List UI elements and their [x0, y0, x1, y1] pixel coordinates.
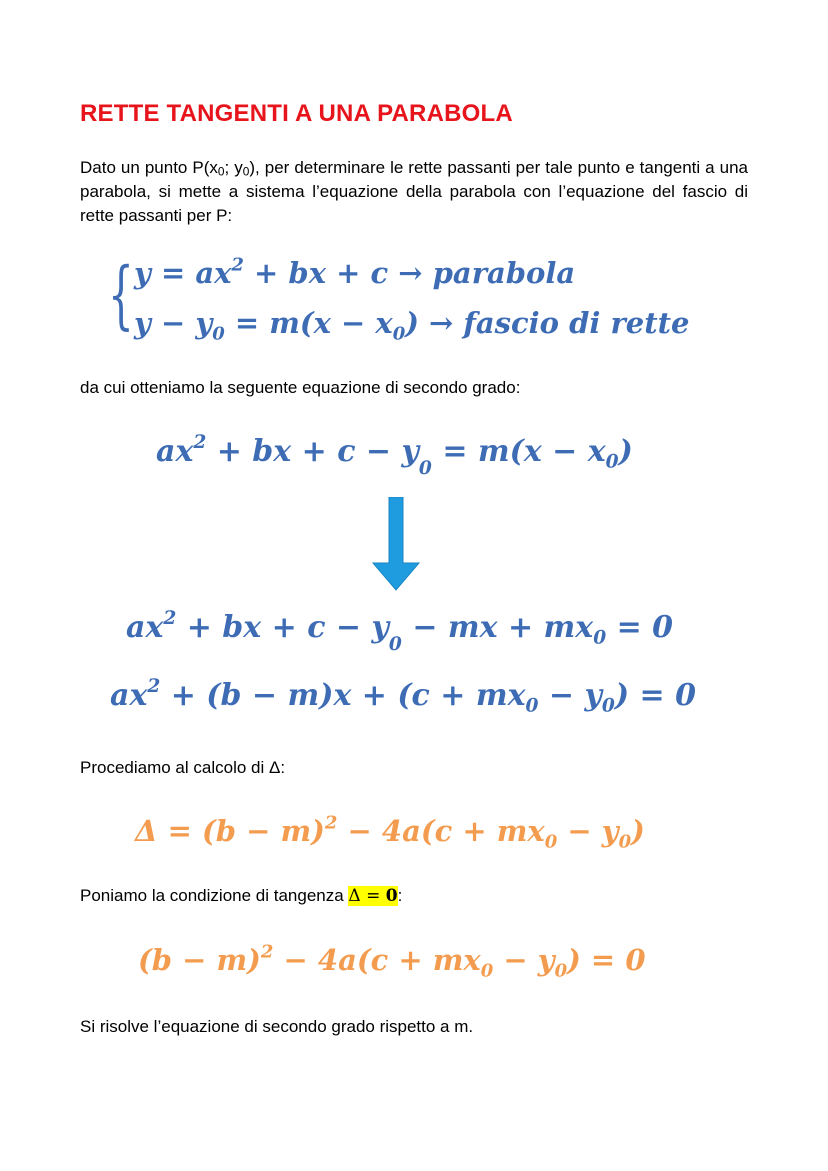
eq1-c: = m(x − x	[431, 434, 606, 469]
condition-text	[80, 884, 748, 908]
equation-standard-form	[110, 674, 696, 718]
system-line2-sub2: 0	[392, 323, 406, 345]
eqd-c: − y	[557, 814, 619, 848]
equation-second-degree	[156, 430, 633, 480]
eqd-b: − 4a(c + mx	[337, 814, 545, 848]
eq2-b: + bx + c − y	[176, 610, 389, 645]
conclusion-text: Si risolve l’equazione di secondo grado rispetto a m.	[80, 1017, 474, 1036]
eq3-c: − y	[538, 678, 602, 713]
from-which-text: da cui otteniamo la seguente equazione di secondo grado:	[80, 378, 521, 397]
eq1-sub2: 0	[605, 451, 619, 473]
eq3-d: ) = 0	[614, 678, 696, 713]
eq2-d: = 0	[606, 610, 674, 645]
system-line2-b: = m(x − x	[224, 306, 393, 340]
system-line-parabola	[134, 253, 575, 293]
delta-text: Procediamo al calcolo di Δ:	[80, 758, 286, 777]
down-arrow-icon	[372, 497, 420, 591]
eq2-a: ax	[126, 610, 164, 645]
intro-sub-x: 0	[217, 164, 225, 179]
eqd-sub2: 0	[618, 831, 632, 853]
system-line2-sub1: 0	[212, 323, 225, 345]
page-title: RETTE TANGENTI A UNA PARABOLA	[80, 100, 513, 127]
condition-before: Poniamo la condizione di tangenza	[80, 886, 349, 905]
system-line1-rhs: + bx + c → parabola	[243, 256, 576, 290]
eq2-c: − mx + mx	[401, 610, 594, 645]
eqt-c: − y	[493, 943, 555, 977]
eqt-b: − 4a(c + mx	[273, 943, 481, 977]
equation-delta	[135, 809, 645, 853]
system-line-fascio	[134, 303, 689, 343]
intro-paragraph	[80, 156, 748, 228]
eq3-b: + (b − m)x + (c + mx	[160, 678, 526, 713]
highlight-a: Δ =	[348, 886, 386, 906]
delta-zero-highlight	[348, 886, 397, 906]
eqd-sub1: 0	[544, 831, 558, 853]
intro-sub-y: 0	[242, 164, 250, 179]
eqt-d: ) = 0	[567, 943, 646, 977]
eq2-sub2: 0	[593, 627, 607, 649]
eq1-d: )	[618, 434, 633, 469]
eq1-sub1: 0	[418, 458, 432, 480]
eq1-exp: 2	[193, 431, 207, 453]
eq1-b: + bx + c − y	[206, 434, 419, 469]
eqt-sub2: 0	[554, 960, 568, 982]
equation-expanded	[126, 606, 674, 656]
system-line1-exp: 2	[231, 254, 244, 276]
eqd-a: Δ = (b − m)	[135, 814, 325, 848]
system-brace: {	[108, 252, 134, 338]
intro-text-1: Dato un punto P(x	[80, 158, 218, 177]
system-line1-lhs: y = ax	[134, 256, 232, 290]
equation-tangency	[138, 938, 646, 982]
eq3-sub1: 0	[525, 695, 539, 717]
eqd-exp: 2	[324, 812, 338, 834]
eqt-sub1: 0	[480, 960, 494, 982]
eqt-exp: 2	[260, 941, 274, 963]
condition-after: :	[397, 886, 403, 905]
eq3-sub2: 0	[601, 695, 615, 717]
eq3-exp: 2	[147, 675, 161, 697]
system-line2-c: ) → fascio di rette	[405, 306, 690, 340]
down-arrow-shape	[373, 497, 419, 590]
eq2-exp: 2	[163, 607, 177, 629]
eqd-d: )	[631, 814, 645, 848]
intro-text-3: ), per determinare le rette passanti per tale punto e tangenti a una parabola, si mette a sistema l’equazione della parabola con l’equazione del fascio di rette passanti per P:	[80, 158, 748, 225]
intro-text-2: ; y	[224, 158, 243, 177]
highlight-b: 0	[385, 886, 398, 906]
eqt-a: (b − m)	[138, 943, 261, 977]
eq3-a: ax	[110, 678, 148, 713]
eq2-sub1: 0	[388, 634, 402, 656]
eq1-a: ax	[156, 434, 194, 469]
system-line2-a: y − y	[134, 306, 213, 340]
